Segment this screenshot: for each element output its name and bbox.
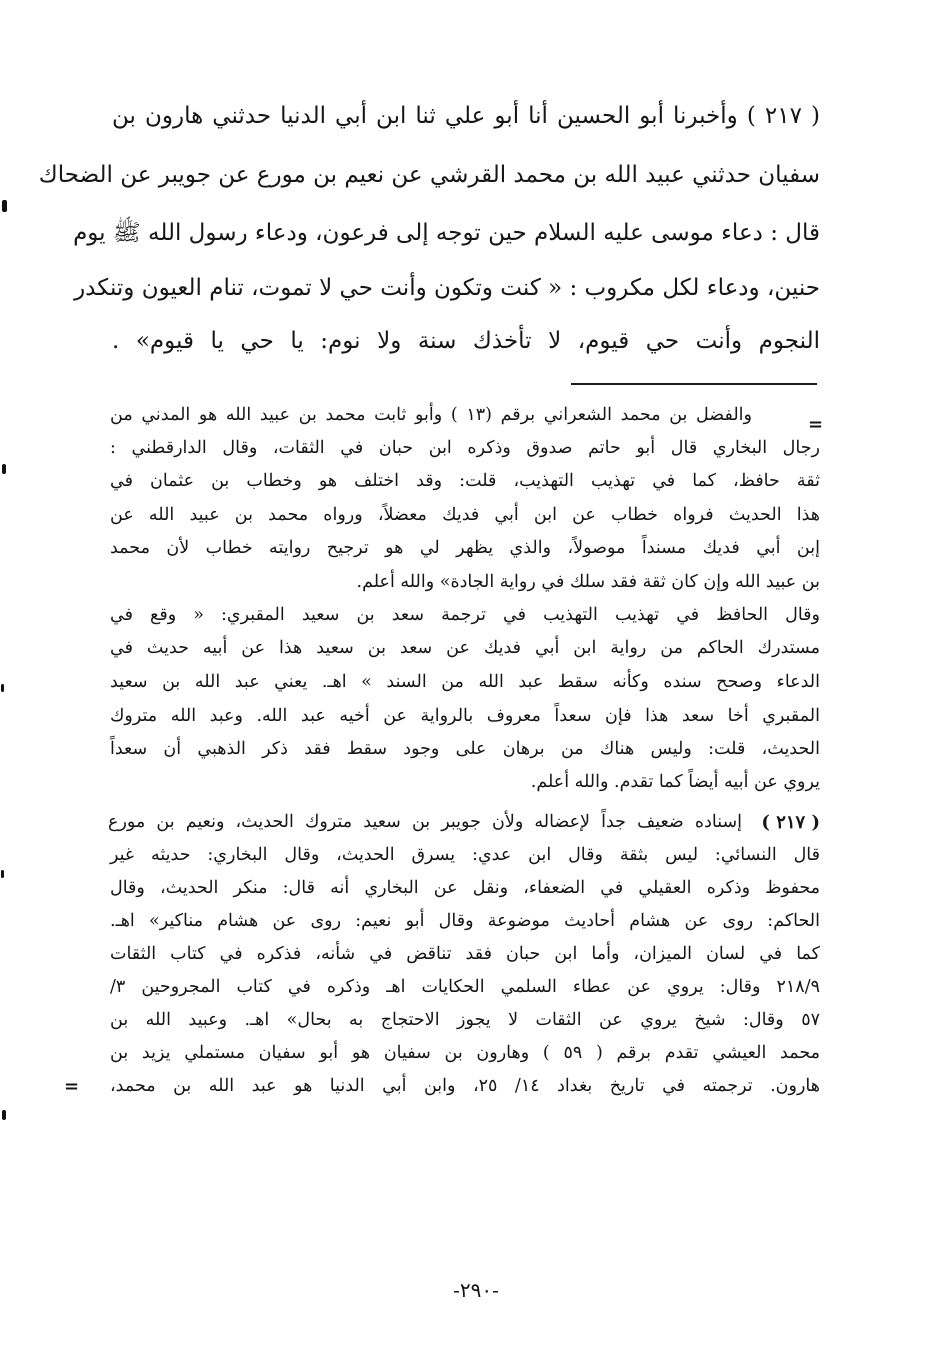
footnote-line: الحديث، قلت: وليس هناك من برهان على وجود سقط فقد ذكر الذهبي أن سعداً <box>110 739 820 759</box>
scan-speck <box>2 200 7 212</box>
page-number: -٢٩٠- <box>453 1278 499 1302</box>
footnote-line: المقبري أخا سعد هذا فإن سعداً معروف بالرواية عن أخيه عبد الله. وعبد الله متروك <box>110 706 820 726</box>
footnote-line: محفوظ وذكره العقيلي في الضعفاء، ونقل عن البخاري أنه قال: منكر الحديث، وقال <box>110 878 820 898</box>
footnote-line: إسناده ضعيف جداً لإعضاله ولأن جويبر بن سعيد متروك الحديث، ونعيم بن مورع <box>108 812 742 832</box>
footnote-line: إبن أبي فديك مسنداً موصولاً، والذي يظهر لي هو ترجيح روايته خطاب لأن محمد <box>110 538 820 558</box>
main-text-line: قال : دعاء موسى عليه السلام حين توجه إلى فرعون، ودعاء رسول الله ﷺ يوم <box>73 220 820 246</box>
scan-speck <box>2 1110 6 1120</box>
main-text-line: ( ٢١٧ ) وأخبرنا أبو الحسين أنا أبو علي ثنا ابن أبي الدنيا حدثني هارون بن <box>112 103 820 129</box>
footnote-line: الحاكم: روى عن هشام أحاديث موضوعة وقال أبو نعيم: روى عن هشام مناكير» اهـ. <box>110 911 820 931</box>
footnote-line: كما في لسان الميزان، وأما ابن حبان فقد تناقض في شأنه، فذكره في كتاب الثقات <box>110 944 820 964</box>
footnote-line: ٢١٨/٩ وقال: يروي عن عطاء السلمي الحكايات اهـ وذكره في كتاب المجروحين ٣/ <box>110 977 820 997</box>
footnote-line: قال النسائي: ليس بثقة وقال ابن عدي: يسرق الحديث، وقال البخاري: حديثه غير <box>110 845 820 865</box>
footnote-line: هارون. ترجمته في تاريخ بغداد ١٤/ ٢٥، وابن أبي الدنيا هو عبد الله بن محمد، <box>110 1076 820 1096</box>
scan-speck <box>2 464 6 474</box>
footnote-line: ٥٧ وقال: شيخ يروي عن الثقات لا يجوز الاحتجاج به بحال» اهـ. وعبيد الله بن <box>110 1010 820 1030</box>
footnote-line: ثقة حافظ، كما في تهذيب التهذيب، قلت: وقد اختلف هو وخطاب بن عثمان في <box>110 471 820 491</box>
footnote-line: بن عبيد الله وإن كان ثقة فقد سلك في رواية الجادة» والله أعلم. <box>356 572 820 592</box>
main-text-line: النجوم وأنت حي قيوم، لا تأخذك سنة ولا نوم: يا حي يا قيوم» . <box>112 328 820 354</box>
footnote-number: ( ٢١٧ ) <box>761 812 820 833</box>
footnote-continuation-mark: = <box>64 1076 80 1097</box>
main-text-line: سفيان حدثني عبيد الله بن محمد القرشي عن نعيم بن مورع عن جويبر عن الضحاك <box>38 162 820 188</box>
footnote-line: والفضل بن محمد الشعراني برقم (١٣ ) وأبو ثابت محمد بن عبيد الله هو المدني من <box>110 405 752 425</box>
footnote-line: يروي عن أبيه أيضاً كما تقدم. والله أعلم. <box>530 772 820 792</box>
scan-speck <box>1 684 4 692</box>
footnote-line: مستدرك الحاكم من رواية ابن أبي فديك عن سعد بن سعيد هذا عن أبيه حديث في <box>110 638 820 658</box>
footnote-line: وقال الحافظ في تهذيب التهذيب في ترجمة سعد بن سعيد المقبري: « وقع في <box>110 605 820 625</box>
main-text-line: حنين، ودعاء لكل مكروب : « كنت وتكون وأنت حي لا تموت، تنام العيون وتنكدر <box>74 275 820 301</box>
footnote-line: محمد العيشي تقدم برقم ( ٥٩ ) وهارون بن سفيان هو أبو سفيان مستملي يزيد بن <box>110 1043 821 1063</box>
footnote-line: هذا الحديث فرواه خطاب عن ابن أبي فديك معضلاً، ورواه محمد بن عبيد الله عن <box>110 505 820 525</box>
footnote-line: رجال البخاري قال أبو حاتم صدوق وذكره ابن حبان في الثقات، وقال الدارقطني : <box>110 438 820 458</box>
footnote-separator <box>571 383 817 385</box>
footnote-continuation-mark: = <box>808 414 824 435</box>
scan-speck <box>1 870 4 878</box>
footnote-line: الدعاء وصحح سنده وكأنه سقط عبد الله من السند » اهـ. يعني عبد الله بن سعيد <box>110 672 820 692</box>
